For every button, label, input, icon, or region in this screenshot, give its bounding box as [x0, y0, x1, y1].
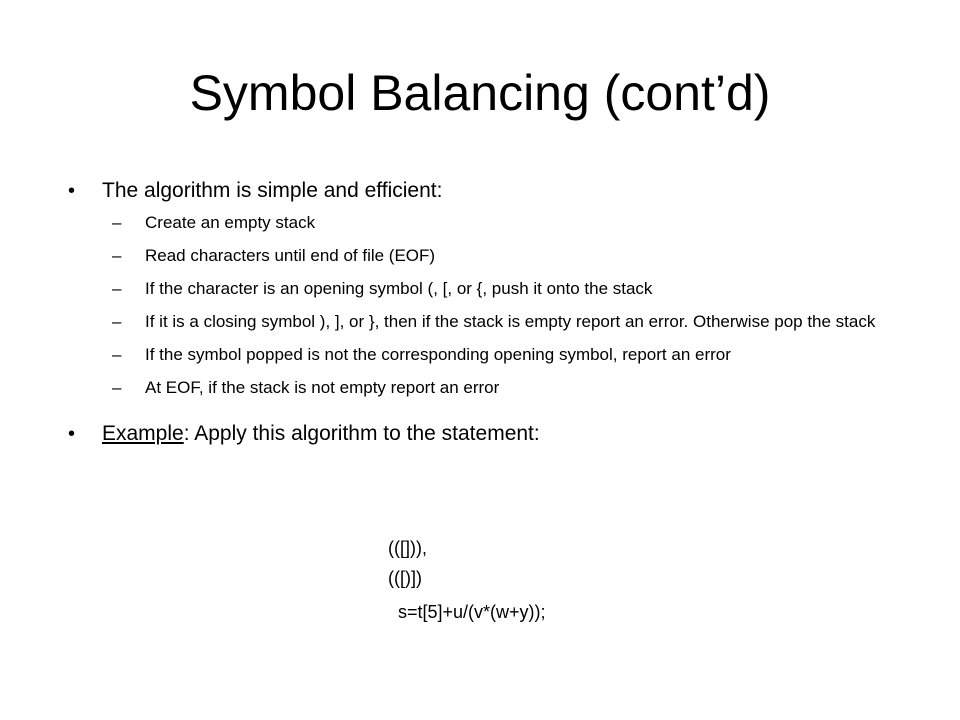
step-text: If it is a closing symbol ), ], or }, then if the stack is empty report an error. Otherwise pop the stack — [145, 312, 876, 331]
code-line-3: s=t[5]+u/(v*(w+y)); — [398, 602, 546, 622]
bullet-dot-icon: • — [68, 180, 76, 202]
dash-icon: – — [112, 378, 122, 397]
code-line-1: (([])), — [388, 538, 427, 558]
example-label: Example — [102, 422, 184, 445]
list-item — [102, 377, 898, 399]
step-text: If the character is an opening symbol (, [, or {, push it onto the stack — [145, 279, 653, 298]
bullet-algorithm-text: The algorithm is simple and efficient: — [102, 179, 443, 202]
step-text: Read characters until end of file (EOF) — [145, 246, 436, 265]
bullet-dot-icon: • — [68, 423, 76, 445]
step-text: Create an empty stack — [145, 213, 316, 232]
bullet-example — [68, 419, 898, 449]
list-item — [102, 278, 898, 300]
step-text: At EOF, if the stack is not empty report an error — [145, 378, 500, 397]
bullet-algorithm — [68, 176, 898, 206]
dash-icon: – — [112, 213, 122, 232]
slide-body — [68, 176, 898, 449]
algorithm-steps-list — [68, 212, 898, 399]
dash-icon: – — [112, 279, 122, 298]
dash-icon: – — [112, 312, 122, 331]
list-item — [102, 311, 898, 333]
slide-title: Symbol Balancing (cont’d) — [189, 65, 771, 121]
list-item — [102, 344, 898, 366]
step-text: If the symbol popped is not the corresponding opening symbol, report an error — [145, 345, 731, 364]
example-text: : Apply this algorithm to the statement: — [183, 422, 540, 445]
code-line-2: (([)]) — [388, 568, 422, 588]
list-item — [102, 245, 898, 267]
dash-icon: – — [112, 246, 122, 265]
dash-icon: – — [112, 345, 122, 364]
list-item — [102, 212, 898, 234]
